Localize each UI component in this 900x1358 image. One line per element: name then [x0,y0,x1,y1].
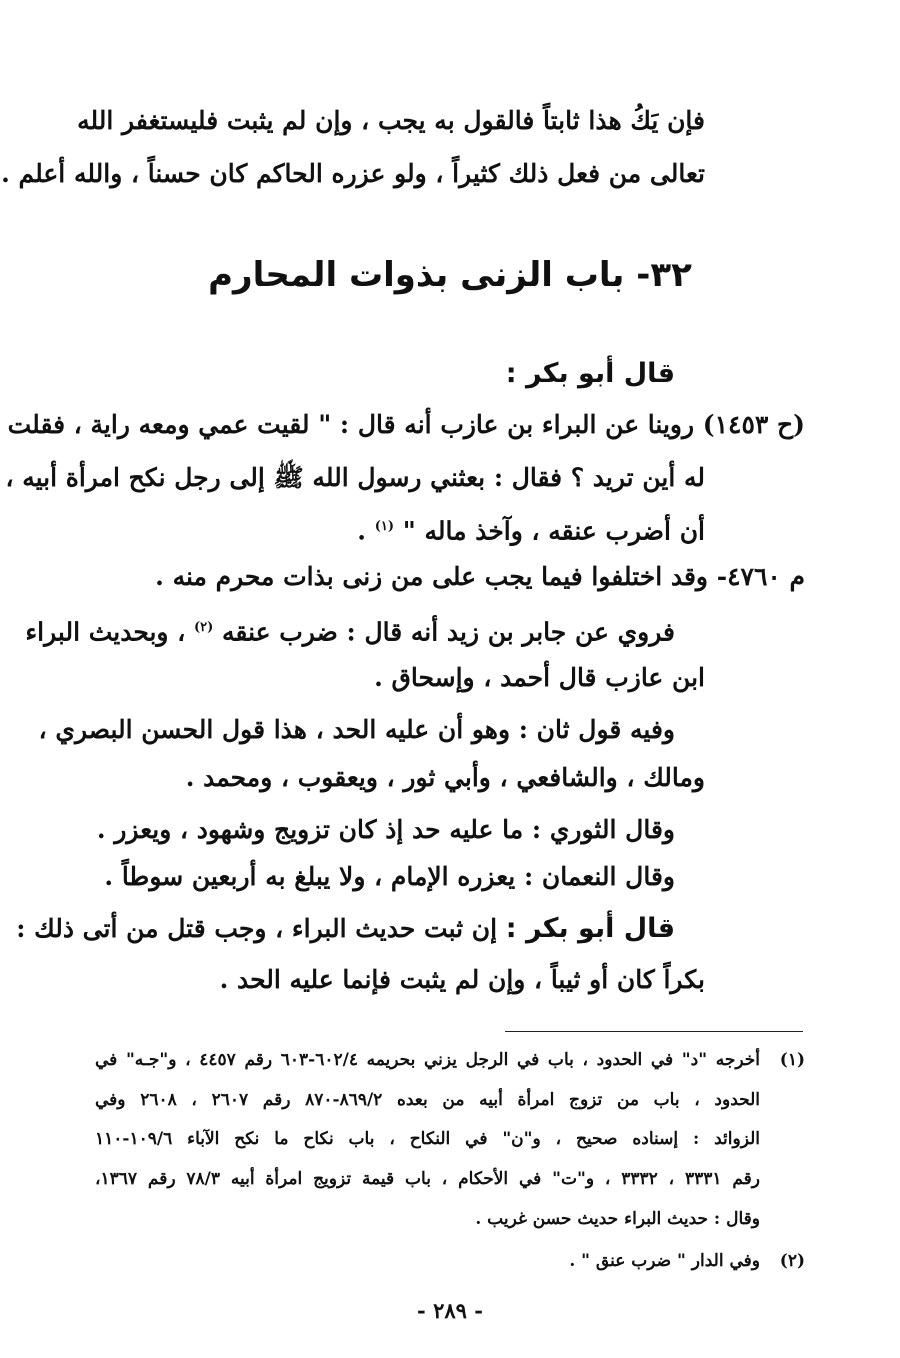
intro-line-1: فإن يَكُ هذا ثابتاً فالقول به يجب ، وإن لم يثبت فليستغفر الله [77,106,705,135]
para5-line-1-text: إن ثبت حديث البراء ، وجب قتل من أتى ذلك : [16,914,498,943]
speaker-heading-1: قال أبو بكر : [505,358,675,389]
para5-line-1 [16,912,675,946]
footnote-separator [505,1031,803,1032]
hadith-line-3-end: . [357,516,366,546]
para1-line-2: ابن عازب قال أحمد ، وإسحاق . [374,663,705,692]
footnote-1-line-2: الحدود ، باب من تزوج امرأة أبيه من بعده ٨٦٩/٢-٨٧٠ رقم ٢٦٠٧ ، ٢٦٠٨ وفي [95,1090,761,1110]
intro-line-2: تعالى من فعل ذلك كثيراً ، ولو عزره الحاكم كان حسناً ، والله أعلم . [1,159,705,188]
para3-line: وقال الثوري : ما عليه حد إذ كان تزويج وشهود ، ويعزر . [96,815,675,844]
footnote-ref-1: (١) [374,519,395,534]
footnote-2-line-1: وفي الدار " ضرب عنق " . [569,1251,760,1271]
para1-line-1 [25,611,675,649]
footnote-2-number: (٢) [779,1251,805,1271]
chapter-title: ٣٢- باب الزنى بذوات المحارم [208,255,692,295]
para4-line: وقال النعمان : يعزره الإمام ، ولا يبلغ به أربعين سوطاً . [104,862,675,891]
para1-line-1-b: ، وبحديث البراء [25,617,186,647]
para2-line-1: وفيه قول ثان : وهو أن عليه الحد ، هذا قول الحسن البصري ، [38,715,675,744]
footnote-1-number: (١) [779,1050,805,1070]
hadith-line-1: (ح ١٤٥٣) روينا عن البراء بن عازب أنه قال : " لقيت عمي ومعه راية ، فقلت [7,410,805,439]
footnote-ref-2: (٢) [194,620,214,635]
page-number: - ٢٨٩ - [417,1298,483,1323]
footnote-1-line-5: وقال : حديث البراء حديث حسن غريب . [475,1209,760,1229]
para2-line-2: ومالك ، والشافعي ، وأبي ثور ، ويعقوب ، ومحمد . [185,763,705,792]
footnote-1-line-4: رقم ٣٣٣١ ، ٣٣٣٢ ، و"ت" في الأحكام ، باب قيمة تزويج امرأة أبيه ٧٨/٣ رقم ١٣٦٧، [95,1169,760,1189]
hadith-line-2: له أين تريد ؟ فقال : بعثني رسول الله ﷺ إلى رجل نكح امرأة أبيه ، [5,463,705,492]
hadith-line-3-text: أن أضرب عنقه ، وآخذ ماله " [402,516,705,546]
para5-line-2: بكراً كان أو ثيباً ، وإن لم يثبت فإنما عليه الحد . [219,965,705,994]
hadith-line-3 [357,510,705,548]
footnote-1-line-1: أخرجه "د" في الحدود ، باب في الرجل يزني بحريمه ٦٠٢/٤-٦٠٣ رقم ٤٤٥٧ ، و"جـه" في [95,1050,760,1070]
para1-line-1-a: فروي عن جابر بن زيد أنه قال : ضرب عنقه [222,617,675,647]
speaker-heading-2: قال أبو بكر : [505,913,675,944]
masala-line: م ٤٧٦٠- وقد اختلفوا فيما يجب على من زنى بذات محرم منه . [155,562,805,591]
footnote-1-line-3: الزوائد : إسناده صحيح ، و"ن" في النكاح ، باب نكاح ما نكح الآباء ١٠٩/٦-١١٠ [95,1129,760,1149]
